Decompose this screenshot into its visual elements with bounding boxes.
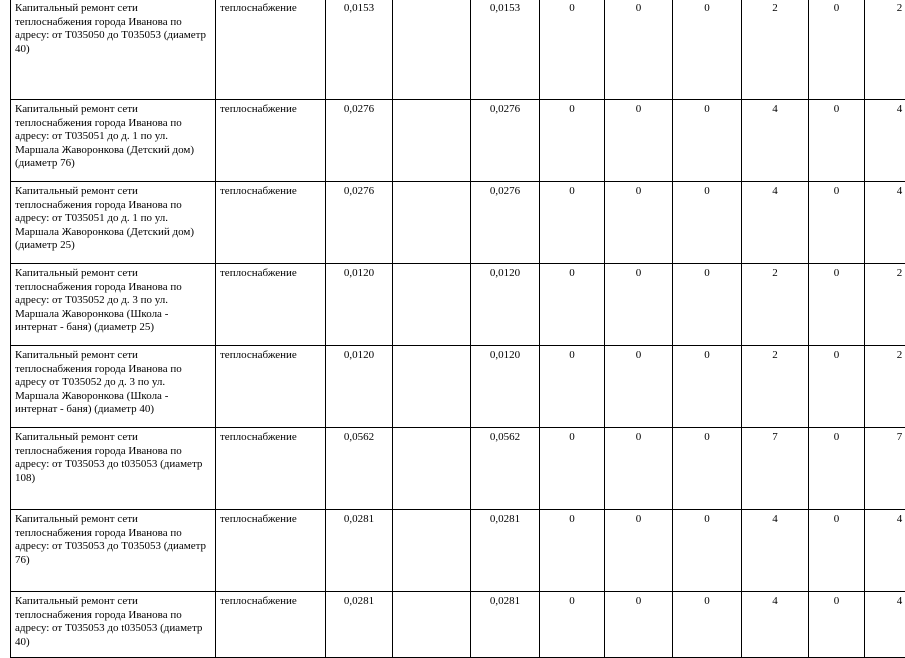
- value-cell: 0,0281: [326, 510, 393, 592]
- value-cell: 0,0120: [326, 346, 393, 428]
- value-cell: [393, 0, 471, 100]
- value-cell: [393, 510, 471, 592]
- table-row: [11, 346, 905, 428]
- count-cell: 4: [742, 182, 809, 264]
- value-cell: [393, 592, 471, 658]
- count-cell: 0: [540, 100, 605, 182]
- count-cell: 0: [809, 264, 865, 346]
- work-name-cell: Капитальный ремонт сети теплоснабжения города Иванова по адресу: от Т035053 до Т035053 (диаметр 76): [11, 510, 216, 592]
- count-cell: 0: [809, 182, 865, 264]
- value-cell: 0,0153: [471, 0, 540, 100]
- table-row: [11, 264, 905, 346]
- value-cell: 0,0276: [471, 182, 540, 264]
- work-type-cell: теплоснабжение: [216, 100, 326, 182]
- value-cell: [393, 346, 471, 428]
- work-type-cell: теплоснабжение: [216, 182, 326, 264]
- value-cell: 0,0562: [471, 428, 540, 510]
- count-cell: 2: [865, 264, 905, 346]
- count-cell: 0: [605, 264, 673, 346]
- value-cell: 0,0276: [471, 100, 540, 182]
- work-type-cell: теплоснабжение: [216, 510, 326, 592]
- count-cell: 0: [809, 428, 865, 510]
- count-cell: 2: [865, 0, 905, 100]
- value-cell: [393, 264, 471, 346]
- count-cell: 4: [865, 510, 905, 592]
- value-cell: [393, 100, 471, 182]
- count-cell: 4: [865, 592, 905, 658]
- count-cell: 0: [673, 182, 742, 264]
- count-cell: 0: [673, 346, 742, 428]
- count-cell: 0: [673, 100, 742, 182]
- work-name-cell: Капитальный ремонт сети теплоснабжения города Иванова по адресу: от Т035051 до д. 1 по ул. Маршала Жаворонкова (Детский дом) (диаметр 25): [11, 182, 216, 264]
- table-row: [11, 592, 905, 658]
- count-cell: 0: [809, 346, 865, 428]
- value-cell: 0,0281: [326, 592, 393, 658]
- value-cell: [393, 428, 471, 510]
- work-name-cell: Капитальный ремонт сети теплоснабжения города Иванова по адресу: от Т035051 до д. 1 по ул. Маршала Жаворонкова (Детский дом) (диаметр 76): [11, 100, 216, 182]
- count-cell: 0: [673, 0, 742, 100]
- work-name-cell: Капитальный ремонт сети теплоснабжения города Иванова по адресу: от Т035053 до t035053 (диаметр 40): [11, 592, 216, 658]
- work-type-cell: теплоснабжение: [216, 592, 326, 658]
- work-name-cell: Капитальный ремонт сети теплоснабжения города Иванова по адресу: от Т035053 до t035053 (диаметр 108): [11, 428, 216, 510]
- value-cell: 0,0276: [326, 100, 393, 182]
- work-type-cell: теплоснабжение: [216, 0, 326, 100]
- count-cell: 4: [742, 592, 809, 658]
- count-cell: 0: [809, 0, 865, 100]
- count-cell: 0: [540, 182, 605, 264]
- count-cell: 0: [809, 510, 865, 592]
- count-cell: 4: [742, 510, 809, 592]
- count-cell: 0: [605, 346, 673, 428]
- table-row: [11, 182, 905, 264]
- works-table: [10, 0, 905, 658]
- count-cell: 7: [742, 428, 809, 510]
- count-cell: 0: [605, 428, 673, 510]
- table-row: [11, 428, 905, 510]
- count-cell: 0: [540, 510, 605, 592]
- count-cell: 2: [742, 0, 809, 100]
- count-cell: 4: [742, 100, 809, 182]
- count-cell: 7: [865, 428, 905, 510]
- count-cell: 0: [540, 264, 605, 346]
- count-cell: 0: [540, 428, 605, 510]
- work-name-cell: Капитальный ремонт сети теплоснабжения города Иванова по адресу: от Т035052 до д. 3 по ул. Маршала Жаворонкова (Школа - интернат - баня) (диаметр 25): [11, 264, 216, 346]
- count-cell: 0: [605, 592, 673, 658]
- count-cell: 0: [540, 0, 605, 100]
- table-row: [11, 0, 905, 100]
- count-cell: 2: [742, 264, 809, 346]
- work-type-cell: теплоснабжение: [216, 264, 326, 346]
- count-cell: 0: [605, 100, 673, 182]
- count-cell: 0: [809, 592, 865, 658]
- value-cell: 0,0153: [326, 0, 393, 100]
- count-cell: 2: [742, 346, 809, 428]
- count-cell: 4: [865, 100, 905, 182]
- count-cell: 0: [540, 592, 605, 658]
- count-cell: 0: [673, 510, 742, 592]
- value-cell: 0,0281: [471, 592, 540, 658]
- work-type-cell: теплоснабжение: [216, 346, 326, 428]
- count-cell: 0: [673, 592, 742, 658]
- value-cell: 0,0120: [471, 346, 540, 428]
- table-row: [11, 510, 905, 592]
- table-row: [11, 100, 905, 182]
- work-name-cell: Капитальный ремонт сети теплоснабжения города Иванова по адресу от Т035052 до д. 3 по ул. Маршала Жаворонкова (Школа - интернат - баня) (диаметр 40): [11, 346, 216, 428]
- count-cell: 2: [865, 346, 905, 428]
- count-cell: 0: [673, 264, 742, 346]
- count-cell: 0: [605, 0, 673, 100]
- count-cell: 0: [605, 510, 673, 592]
- count-cell: 0: [809, 100, 865, 182]
- value-cell: 0,0562: [326, 428, 393, 510]
- work-type-cell: теплоснабжение: [216, 428, 326, 510]
- value-cell: 0,0276: [326, 182, 393, 264]
- value-cell: 0,0120: [471, 264, 540, 346]
- value-cell: 0,0120: [326, 264, 393, 346]
- count-cell: 0: [540, 346, 605, 428]
- count-cell: 0: [605, 182, 673, 264]
- work-name-cell: Капитальный ремонт сети теплоснабжения города Иванова по адресу: от Т035050 до Т035053 (диаметр 40): [11, 0, 216, 100]
- value-cell: 0,0281: [471, 510, 540, 592]
- count-cell: 4: [865, 182, 905, 264]
- count-cell: 0: [673, 428, 742, 510]
- value-cell: [393, 182, 471, 264]
